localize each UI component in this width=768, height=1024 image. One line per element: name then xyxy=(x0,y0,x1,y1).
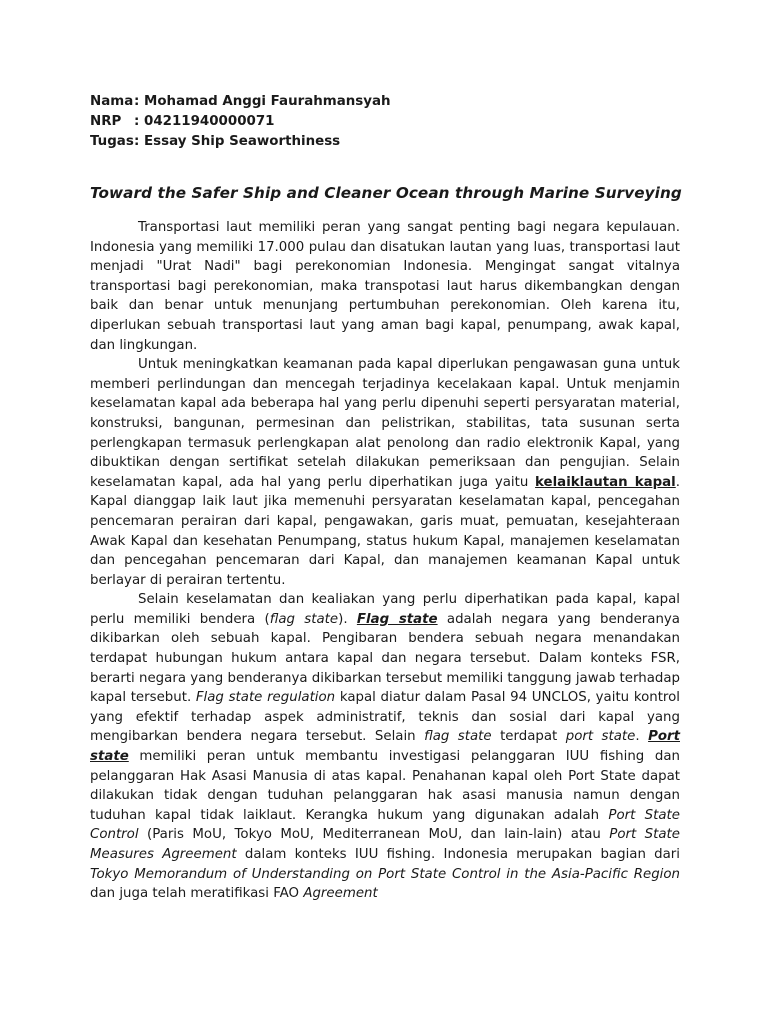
paragraph-3-text: ). xyxy=(338,611,357,627)
italic-term: flag state xyxy=(269,611,339,627)
name-value: : Mohamad Anggi Faurahmansyah xyxy=(134,94,391,109)
paragraph-2-text: . Kapal dianggap laik laut jika memenuhi persyaratan keselamatan kapal, pencegahan pencemaran perairan dari kapal, pengawakan, garis muat, pemuatan, kesejahteraan Awak Kapal dan kesehatan Penumpang, status hukum Kapal, manajemen keselamatan dan pencegahan pencemaran dari Kapal, dan manajemen keamanan Kapal untuk berlayar di perairan tertentu. xyxy=(90,474,680,588)
italic-term: Tokyo Memorandum of Understanding on Port State Control in the Asia-Pacific Region xyxy=(90,866,680,882)
paragraph-2-text: Untuk meningkatkan keamanan pada kapal diperlukan pengawasan guna untuk memberi perlindungan dan mencegah terjadinya kecelakaan kapal. Untuk menjamin keselamatan kapal ada beberapa hal yang perlu dipenuhi seperti persyaratan material, konstruksi, bangunan, permesinan dan pelistrikan, stabilitas, tata susunan serta perlengkapan termasuk perlengkapan alat penolong dan radio elektronik Kapal, yang dibuktikan dengan sertifikat setelah dilakukan pemeriksaan dan pengujian. Selain keselamatan kapal, ada hal yang perlu diperhatikan juga yaitu xyxy=(90,357,680,490)
port-state-term: Port state xyxy=(90,729,680,765)
italic-term: Port State Control xyxy=(90,807,680,843)
paragraph-1: Transportasi laut memiliki peran yang sangat penting bagi negara kepulauan. Indonesia yang memiliki 17.000 pulau dan disatukan lautan yang luas, transportasi laut menjadi "Urat Nadi" bagi perekonomian Indonesia. Mengingat sangat vitalnya transportasi bagi perekonomian, maka transpotasi laut harus dikembangkan dengan baik dan benar untuk menunjang pertumbuhan perekonomian. Oleh karena itu, diperlukan sebuah transportasi laut yang aman bagi kapal, penumpang, awak kapal, dan lingkungan. xyxy=(90,220,680,353)
assignment-row xyxy=(90,132,680,152)
assignment-label: Tugas xyxy=(90,134,134,149)
name-row xyxy=(90,92,680,112)
italic-term: Agreement xyxy=(303,886,378,902)
essay-title: Toward the Safer Ship and Cleaner Ocean through Marine Surveying xyxy=(90,184,682,202)
italic-term: Flag state regulation xyxy=(195,690,336,706)
essay-body xyxy=(90,218,680,904)
paragraph-2 xyxy=(90,355,680,590)
paragraph-3-text: Selain keselamatan dan kealiakan yang perlu diperhatikan pada kapal, kapal perlu memiliki bendera ( xyxy=(90,592,680,627)
paragraph-3-text: . xyxy=(635,729,649,745)
paragraph-3-text: (Paris MoU, Tokyo MoU, Mediterranean MoU, dan lain-lain) atau xyxy=(138,827,610,843)
italic-term: Port State Measures Agreement xyxy=(90,827,680,862)
name-label: Nama xyxy=(90,94,134,109)
seaworthiness-term: kelaiklautan kapal xyxy=(535,474,676,490)
paragraph-3-text: dan juga telah meratifikasi FAO xyxy=(90,886,304,902)
paragraph-3 xyxy=(90,590,680,904)
paragraph-3-text: kapal diatur dalam Pasal 94 UNCLOS, yaitu kontrol yang efektif terhadap aspek administratif, teknis dan sosial dari kapal yang mengibarkan bendera negara tersebut. Selain xyxy=(90,690,680,745)
paragraph-3-text: dalam konteks IUU fishing. Indonesia merupakan bagian dari xyxy=(236,847,680,862)
paragraph-3-text: adalah negara yang benderanya dikibarkan oleh sebuah kapal. Pengibaran bendera sebuah negara menandakan terdapat hubungan hukum antara kapal dan negara tersebut. Dalam konteks FSR, berarti negara yang benderanya dikibarkan tersebut memiliki tanggung jawab terhadap kapal tersebut. xyxy=(90,611,680,706)
student-info xyxy=(90,92,680,152)
nrp-label: NRP xyxy=(90,114,122,129)
paragraph-3-text: memiliki peran untuk membantu investigasi pelanggaran IUU fishing dan pelanggaran Hak Asasi Manusia di atas kapal. Penahanan kapal oleh Port State dapat dilakukan tidak dengan tuduhan pelanggaran hak asasi manusia namun dengan tuduhan kapal tidak laiklaut. Kerangka hukum yang digunakan adalah xyxy=(90,749,680,823)
paragraph-3-text: terdapat xyxy=(491,729,566,745)
nrp-value: : 04211940000071 xyxy=(134,114,275,129)
nrp-row xyxy=(90,112,680,132)
italic-term: flag state xyxy=(424,729,492,745)
assignment-value: : Essay Ship Seaworthiness xyxy=(134,134,341,149)
italic-term: port state xyxy=(565,729,636,745)
flag-state-term: Flag state xyxy=(356,611,438,627)
